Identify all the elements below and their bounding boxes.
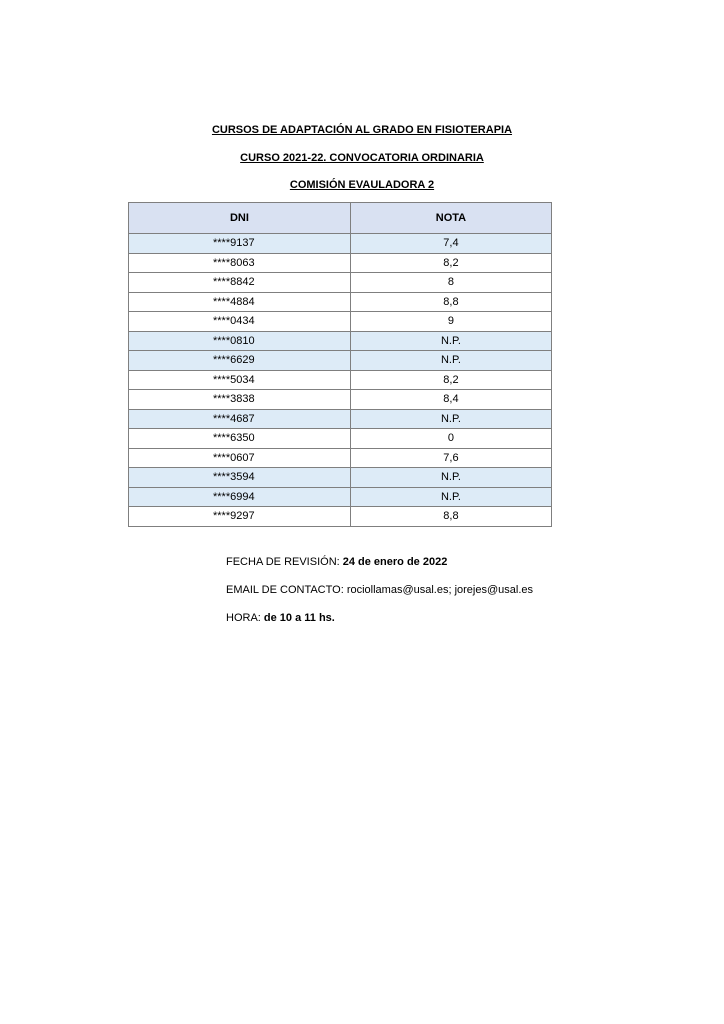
dni-cell: ****4884 bbox=[129, 292, 351, 312]
dni-cell: ****3838 bbox=[129, 390, 351, 410]
dni-cell: ****0810 bbox=[129, 331, 351, 351]
nota-cell: N.P. bbox=[350, 331, 551, 351]
nota-cell: 8 bbox=[350, 273, 551, 293]
column-header-dni: DNI bbox=[129, 203, 351, 234]
table-row bbox=[129, 312, 552, 332]
table-row bbox=[129, 468, 552, 488]
review-date bbox=[226, 556, 447, 568]
dni-cell: ****6629 bbox=[129, 351, 351, 371]
dni-cell: ****0434 bbox=[129, 312, 351, 332]
contact-email bbox=[226, 584, 533, 596]
table-row bbox=[129, 487, 552, 507]
table-row bbox=[129, 370, 552, 390]
dni-cell: ****3594 bbox=[129, 468, 351, 488]
committee-title: COMISIÓN EVAULADORA 2 bbox=[289, 179, 435, 191]
table-row bbox=[129, 253, 552, 273]
table-row bbox=[129, 292, 552, 312]
column-header-nota: NOTA bbox=[350, 203, 551, 234]
dni-cell: ****4687 bbox=[129, 409, 351, 429]
table-row bbox=[129, 234, 552, 254]
dni-cell: ****9297 bbox=[129, 507, 351, 527]
contact-email-value[interactable]: rociollamas@usal.es; jorejes@usal.es bbox=[346, 584, 533, 596]
table-header-row bbox=[129, 203, 552, 234]
nota-cell: N.P. bbox=[350, 409, 551, 429]
dni-cell: ****0607 bbox=[129, 448, 351, 468]
document-title: CURSOS DE ADAPTACIÓN AL GRADO EN FISIOTERAPIA bbox=[211, 124, 513, 136]
dni-cell: ****5034 bbox=[129, 370, 351, 390]
dni-cell: ****9137 bbox=[129, 234, 351, 254]
nota-cell: 0 bbox=[350, 429, 551, 449]
dni-cell: ****8063 bbox=[129, 253, 351, 273]
grades-table-body bbox=[129, 234, 552, 527]
table-row bbox=[129, 351, 552, 371]
review-time-label: HORA: bbox=[226, 612, 264, 624]
review-time bbox=[226, 612, 335, 624]
table-row bbox=[129, 390, 552, 410]
table-row bbox=[129, 448, 552, 468]
nota-cell: 8,2 bbox=[350, 253, 551, 273]
review-date-value: 24 de enero de 2022 bbox=[342, 556, 448, 568]
contact-email-label: EMAIL DE CONTACTO: bbox=[226, 584, 347, 596]
table-row bbox=[129, 507, 552, 527]
nota-cell: 7,6 bbox=[350, 448, 551, 468]
table-row bbox=[129, 331, 552, 351]
table-row bbox=[129, 429, 552, 449]
nota-cell: N.P. bbox=[350, 351, 551, 371]
review-date-label: FECHA DE REVISIÓN: bbox=[226, 556, 343, 568]
nota-cell: 8,4 bbox=[350, 390, 551, 410]
nota-cell: 8,8 bbox=[350, 507, 551, 527]
grades-table bbox=[128, 202, 552, 527]
nota-cell: N.P. bbox=[350, 487, 551, 507]
review-time-value: de 10 a 11 hs. bbox=[263, 612, 335, 624]
dni-cell: ****6994 bbox=[129, 487, 351, 507]
nota-cell: 9 bbox=[350, 312, 551, 332]
nota-cell: 8,2 bbox=[350, 370, 551, 390]
dni-cell: ****6350 bbox=[129, 429, 351, 449]
nota-cell: N.P. bbox=[350, 468, 551, 488]
table-row bbox=[129, 409, 552, 429]
document-subtitle: CURSO 2021-22. CONVOCATORIA ORDINARIA bbox=[240, 152, 484, 164]
table-row bbox=[129, 273, 552, 293]
nota-cell: 8,8 bbox=[350, 292, 551, 312]
dni-cell: ****8842 bbox=[129, 273, 351, 293]
nota-cell: 7,4 bbox=[350, 234, 551, 254]
